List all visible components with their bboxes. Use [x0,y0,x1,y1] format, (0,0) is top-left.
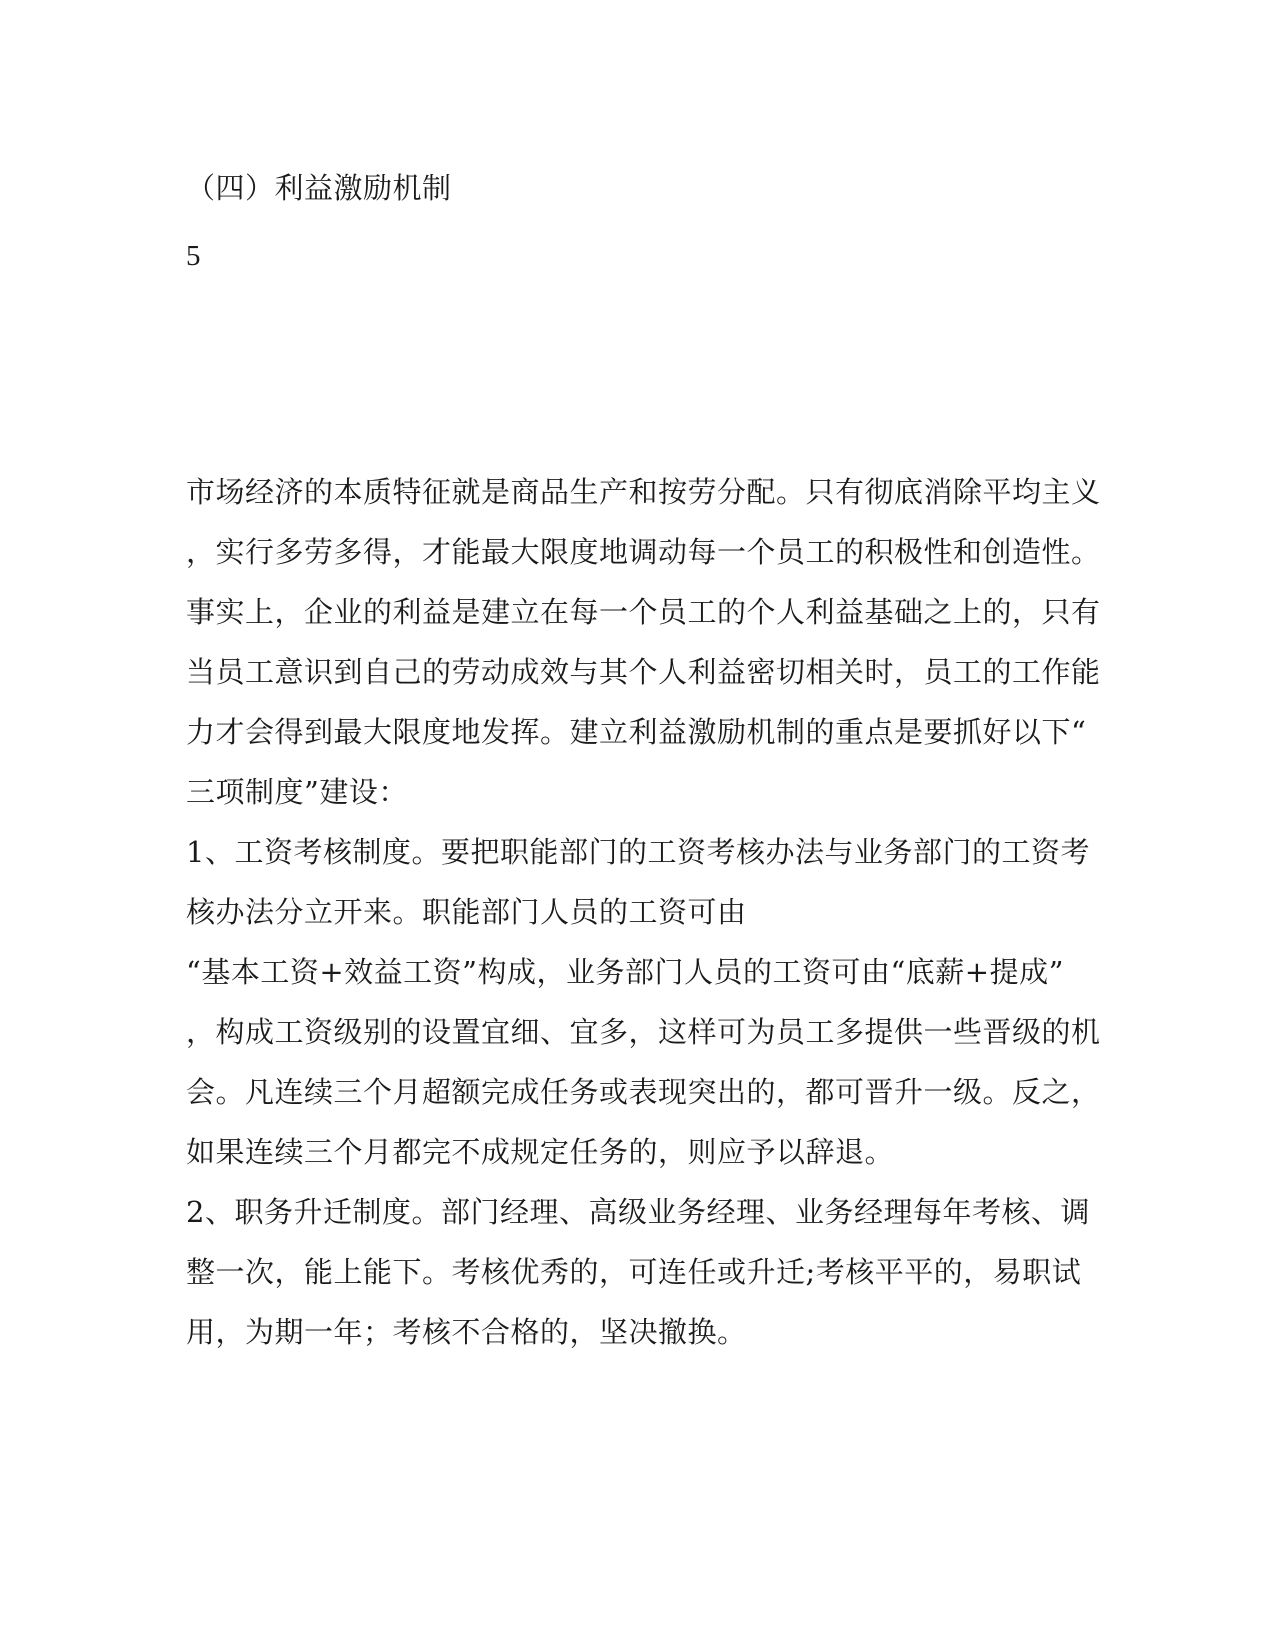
body-line: ，构成工资级别的设置宜细、宜多，这样可为员工多提供一些晋级的机 [186,1015,1101,1049]
body-line: 2、职务升迁制度。部门经理、高级业务经理、业务经理每年考核、调 [186,1195,1090,1229]
body-line: “基本工资+效益工资”构成，业务部门人员的工资可由“底薪+提成” [186,955,1064,989]
page-number: 5 [186,240,201,272]
body-line: 事实上，企业的利益是建立在每一个员工的个人利益基础之上的，只有 [186,595,1101,629]
section-heading: （四）利益激励机制 [186,171,452,205]
body-line: 市场经济的本质特征就是商品生产和按劳分配。只有彻底消除平均主义 [186,475,1101,509]
body-line: 核办法分立开来。职能部门人员的工资可由 [186,895,747,929]
body-line: 1、工资考核制度。要把职能部门的工资考核办法与业务部门的工资考 [186,835,1090,869]
body-line: ，实行多劳多得，才能最大限度地调动每一个员工的积极性和创造性。 [186,535,1101,569]
body-line: 当员工意识到自己的劳动成效与其个人利益密切相关时，员工的工作能 [186,655,1101,689]
body-line: 力才会得到最大限度地发挥。建立利益激励机制的重点是要抓好以下“ [186,715,1087,749]
body-line: 整一次，能上能下。考核优秀的，可连任或升迁;考核平平的，易职试 [186,1255,1082,1289]
body-line: 会。凡连续三个月超额完成任务或表现突出的，都可晋升一级。反之， [186,1075,1101,1109]
body-line: 如果连续三个月都完不成规定任务的，则应予以辞退。 [186,1135,895,1169]
body-line: 三项制度”建设： [186,775,408,809]
body-line: 用，为期一年；考核不合格的，坚决撤换。 [186,1315,747,1349]
